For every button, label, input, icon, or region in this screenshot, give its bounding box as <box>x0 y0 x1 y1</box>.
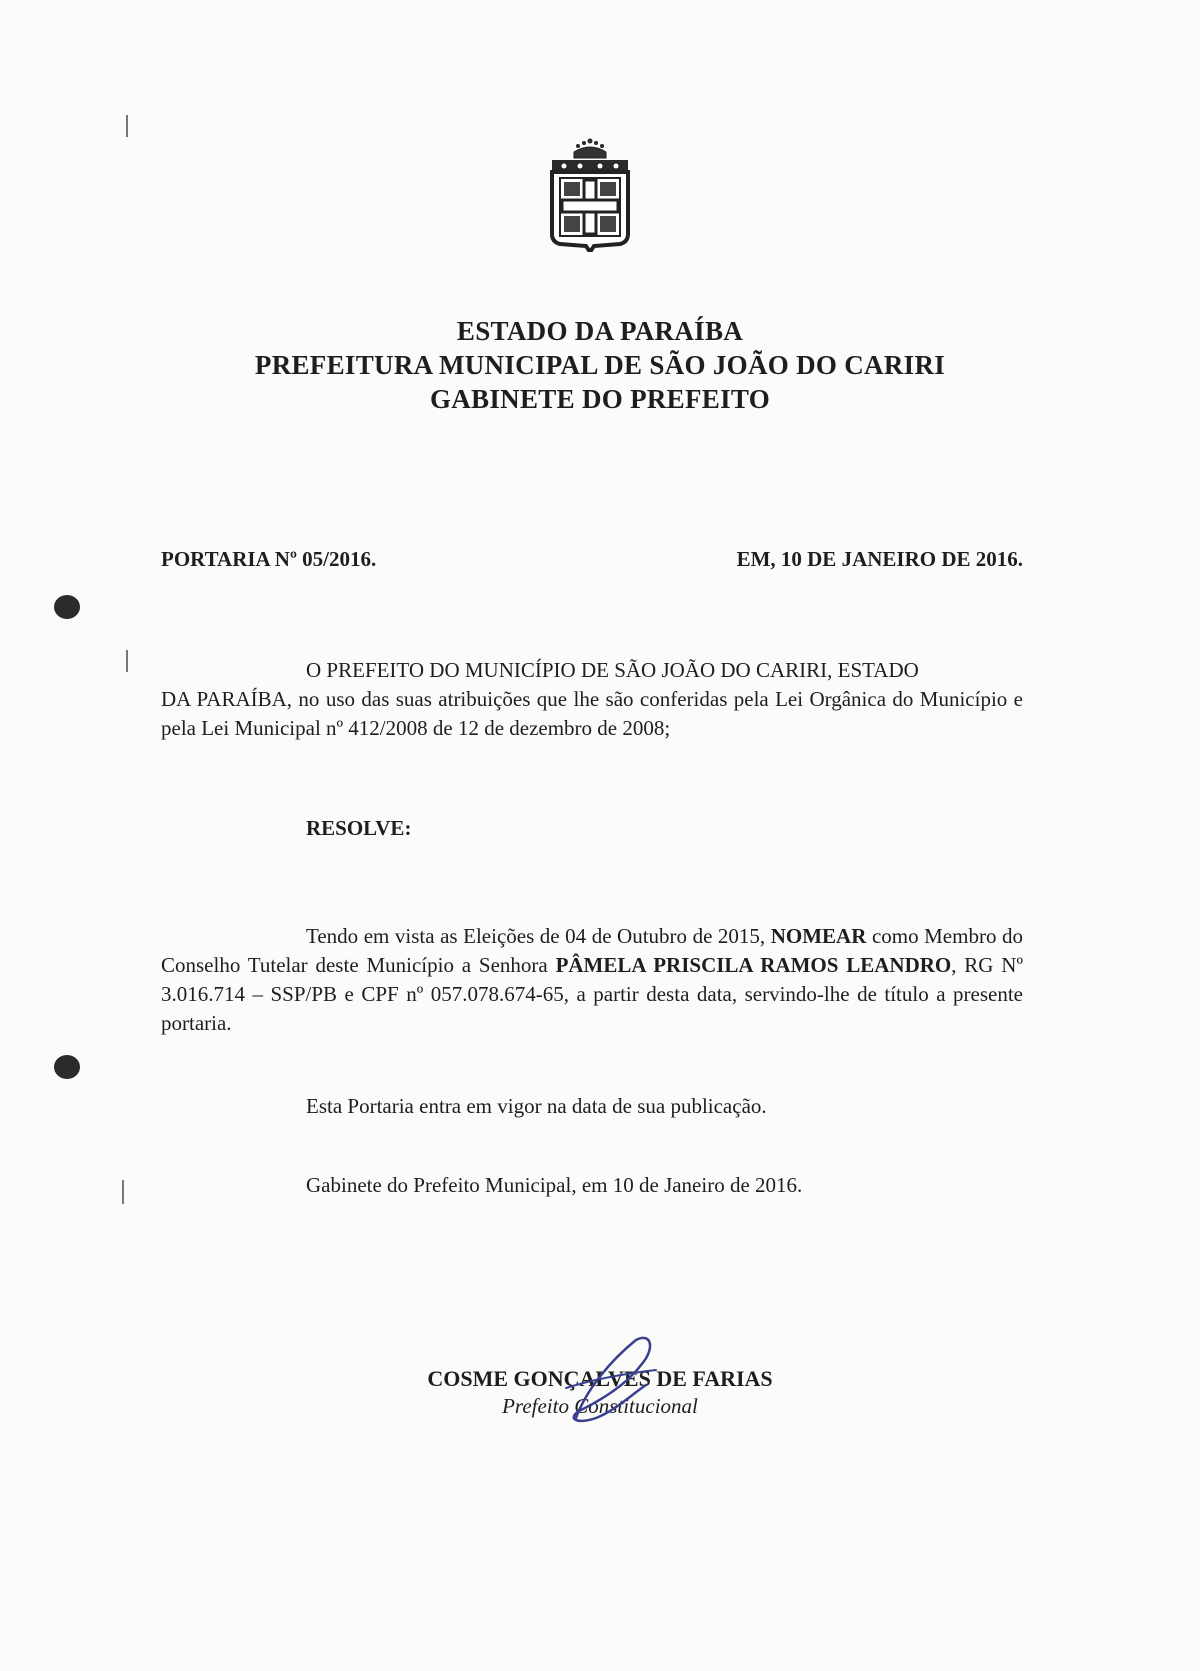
portaria-date: EM, 10 DE JANEIRO DE 2016. <box>736 547 1023 571</box>
body-text-1: Tendo em vista as Eleições de 04 de Outubro de 2015, <box>306 924 771 948</box>
body-bold-name: PÂMELA PRISCILA RAMOS LEANDRO <box>555 953 952 977</box>
margin-mark <box>126 115 128 137</box>
body-text-3: , RG Nº 3.016.714 – SSP/PB e CPF nº 057.078.674-65, a partir desta data, servindo-lhe de título a presente portaria. <box>161 953 1023 1035</box>
resolve-heading: RESOLVE: <box>306 816 412 840</box>
margin-mark <box>126 650 128 672</box>
preamble-paragraph <box>161 656 1023 743</box>
body-text-2: como Membro do Conselho Tutelar deste Município a Senhora <box>161 924 1023 977</box>
portaria-number: PORTARIA Nº 05/2016. <box>161 547 377 571</box>
signatory-name: COSME GONÇALVES DE FARIAS <box>427 1366 773 1391</box>
body-bold-nomear: NOMEAR <box>770 924 867 948</box>
preamble-first-line: O PREFEITO DO MUNICÍPIO DE SÃO JOÃO DO CARIRI, ESTADO <box>306 658 919 682</box>
crest-icon <box>548 138 632 252</box>
body-paragraph <box>161 922 1023 1038</box>
header-state: ESTADO DA PARAÍBA <box>456 316 744 346</box>
closing-paragraph: Gabinete do Prefeito Municipal, em 10 de Janeiro de 2016. <box>306 1173 803 1197</box>
vigor-paragraph: Esta Portaria entra em vigor na data de sua publicação. <box>306 1094 767 1118</box>
punch-hole-top <box>54 595 80 619</box>
signature-mark <box>556 1330 666 1430</box>
signatory-title: Prefeito Constitucional <box>502 1394 698 1418</box>
header-office: GABINETE DO PREFEITO <box>429 384 771 414</box>
preamble-rest: DA PARAÍBA, no uso das suas atribuições que lhe são conferidas pela Lei Orgânica do Município e pela Lei Municipal nº 412/2008 de 12 de dezembro de 2008; <box>161 687 1023 740</box>
header-municipality: PREFEITURA MUNICIPAL DE SÃO JOÃO DO CARIRI <box>254 350 946 380</box>
margin-mark <box>122 1180 124 1204</box>
punch-hole-bottom <box>54 1055 80 1079</box>
